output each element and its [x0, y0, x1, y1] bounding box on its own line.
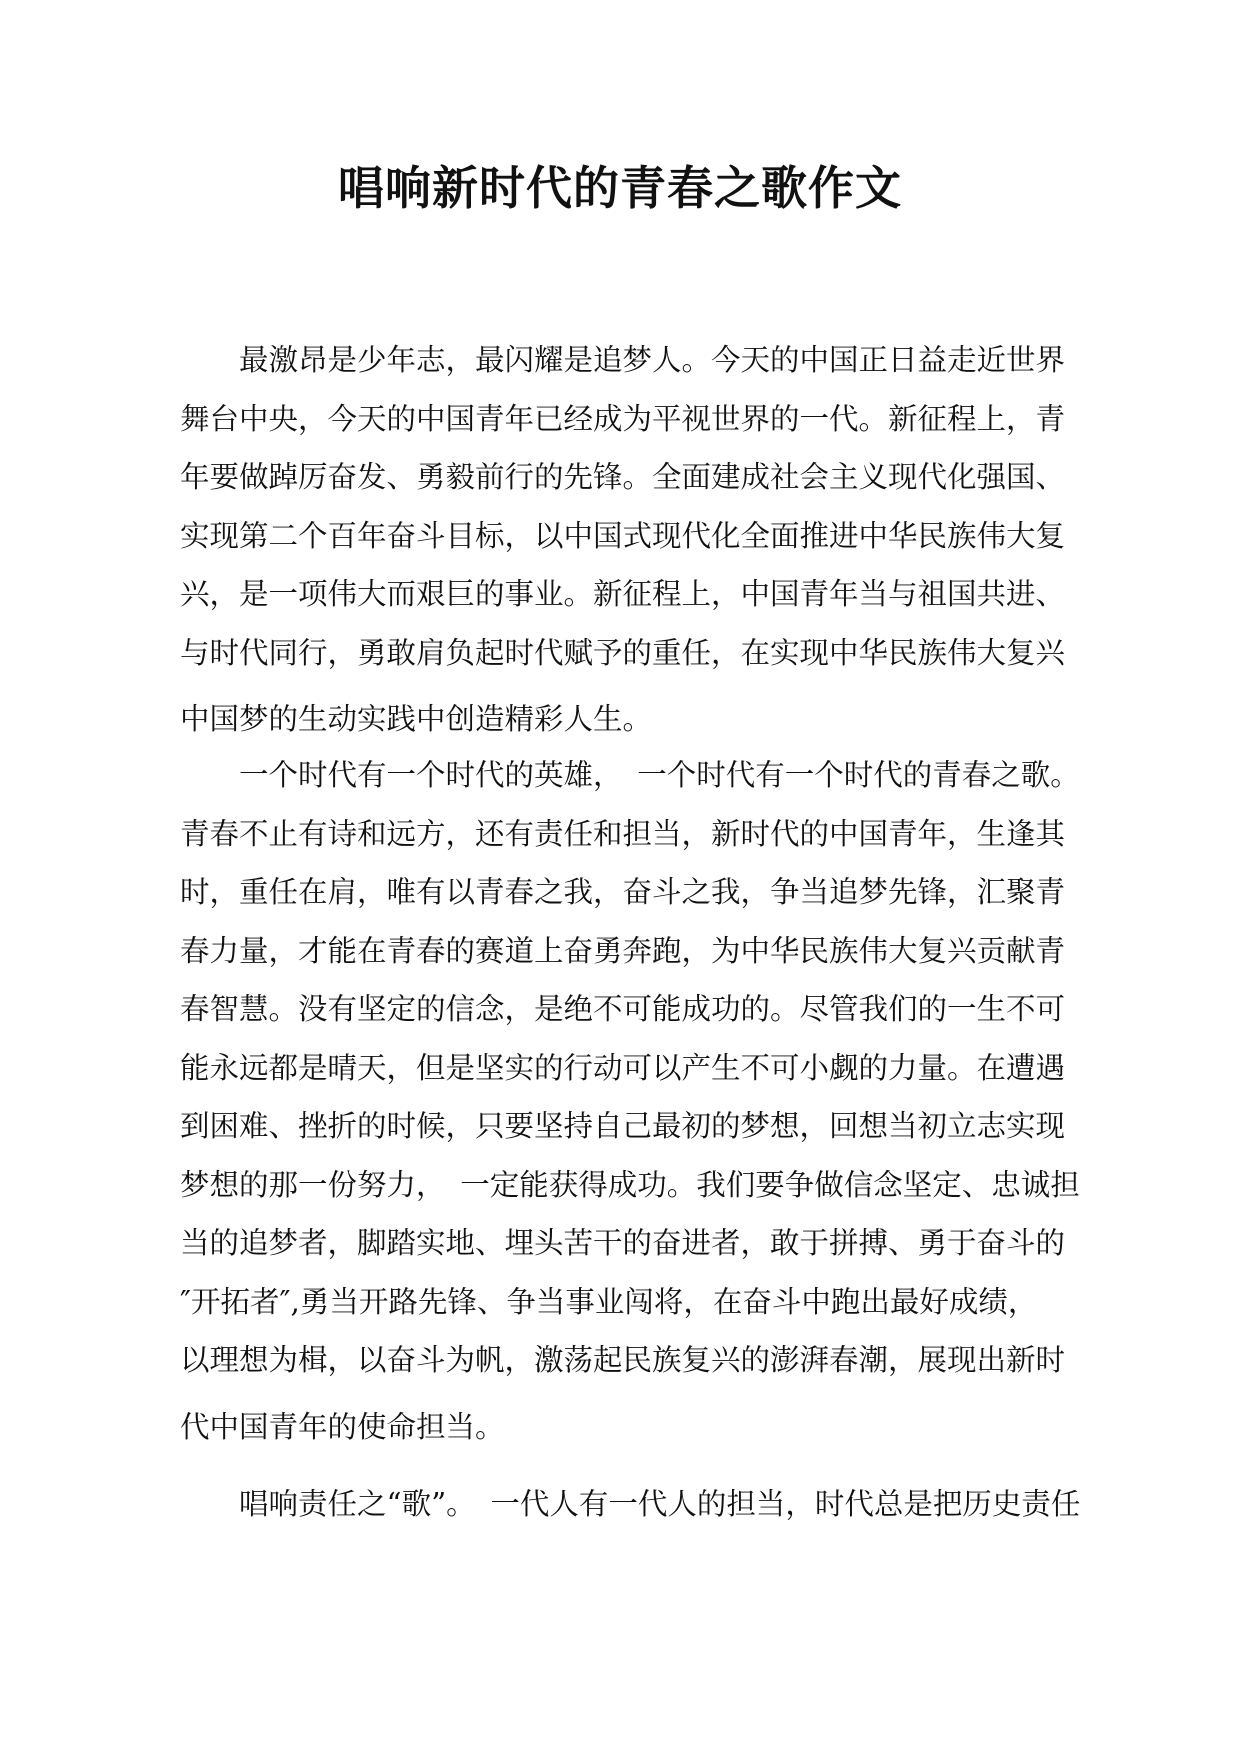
paragraph-line: 时，重任在肩，唯有以青春之我，奋斗之我，争当追梦先锋，汇聚青 — [180, 875, 1066, 909]
paragraph-line: 唱响责任之“歌”。 一代人有一代人的担当，时代总是把历史责任 — [239, 1487, 1081, 1521]
paragraph-line: 以理想为楫，以奋斗为帆，激荡起民族复兴的澎湃春潮，展现出新时 — [180, 1343, 1066, 1377]
paragraph-3 — [180, 1475, 1081, 1534]
paragraph-line: 中国梦的生动实践中创造精彩人生。 — [180, 702, 653, 736]
paragraph-1 — [180, 331, 1066, 749]
paragraph-line: ″开拓者″,勇当开路先锋、争当事业闯将，在奋斗中跑出最好成绩， — [180, 1284, 1038, 1319]
paragraph-line: 舞台中央，今天的中国青年已经成为平视世界的一代。新征程上，青 — [180, 401, 1066, 436]
paragraph-line: 年要做踔厉奋发、勇毅前行的先锋。全面建成社会主义现代化强国、 — [180, 460, 1066, 494]
paragraph-line: 当的追梦者，脚踏实地、埋头苦干的奋进者，敢于拼搏、勇于奋斗的 — [180, 1226, 1066, 1260]
paragraph-line: 最激昂是少年志，最闪耀是追梦人。今天的中国正日益走近世界 — [239, 343, 1066, 377]
paragraph-2 — [180, 746, 1080, 1456]
paragraph-line: 一个时代有一个时代的英雄， 一个时代有一个时代的青春之歌。 — [239, 758, 1080, 792]
paragraph-line: 与时代同行，勇敢肩负起时代赋予的重任，在实现中华民族伟大复兴 — [180, 635, 1066, 670]
paragraph-line: 到困难、挫折的时候，只要坚持自己最初的梦想，回想当初立志实现 — [180, 1109, 1066, 1143]
paragraph-line: 代中国青年的使命担当。 — [180, 1409, 505, 1444]
paragraph-line: 青春不止有诗和远方，还有责任和担当，新时代的中国青年，生逢其 — [180, 816, 1066, 851]
paragraph-line: 能永远都是晴天，但是坚实的行动可以产生不可小觑的力量。在遭遇 — [180, 1050, 1066, 1085]
paragraph-line: 实现第二个百年奋斗目标，以中国式现代化全面推进中华民族伟大复 — [180, 518, 1066, 553]
document-title: 唱响新时代的青春之歌作文 — [338, 161, 902, 215]
paragraph-line: 春力量，才能在青春的赛道上奋勇奔跑，为中华民族伟大复兴贡献青 — [180, 933, 1066, 968]
paragraph-line: 春智慧。没有坚定的信念，是绝不可能成功的。尽管我们的一生不可 — [180, 992, 1066, 1026]
paragraph-line: 兴，是一项伟大而艰巨的事业。新征程上，中国青年当与祖国共进、 — [180, 577, 1066, 611]
paragraph-line: 梦想的那一份努力， 一定能获得成功。我们要争做信念坚定、忠诚担 — [180, 1167, 1080, 1202]
